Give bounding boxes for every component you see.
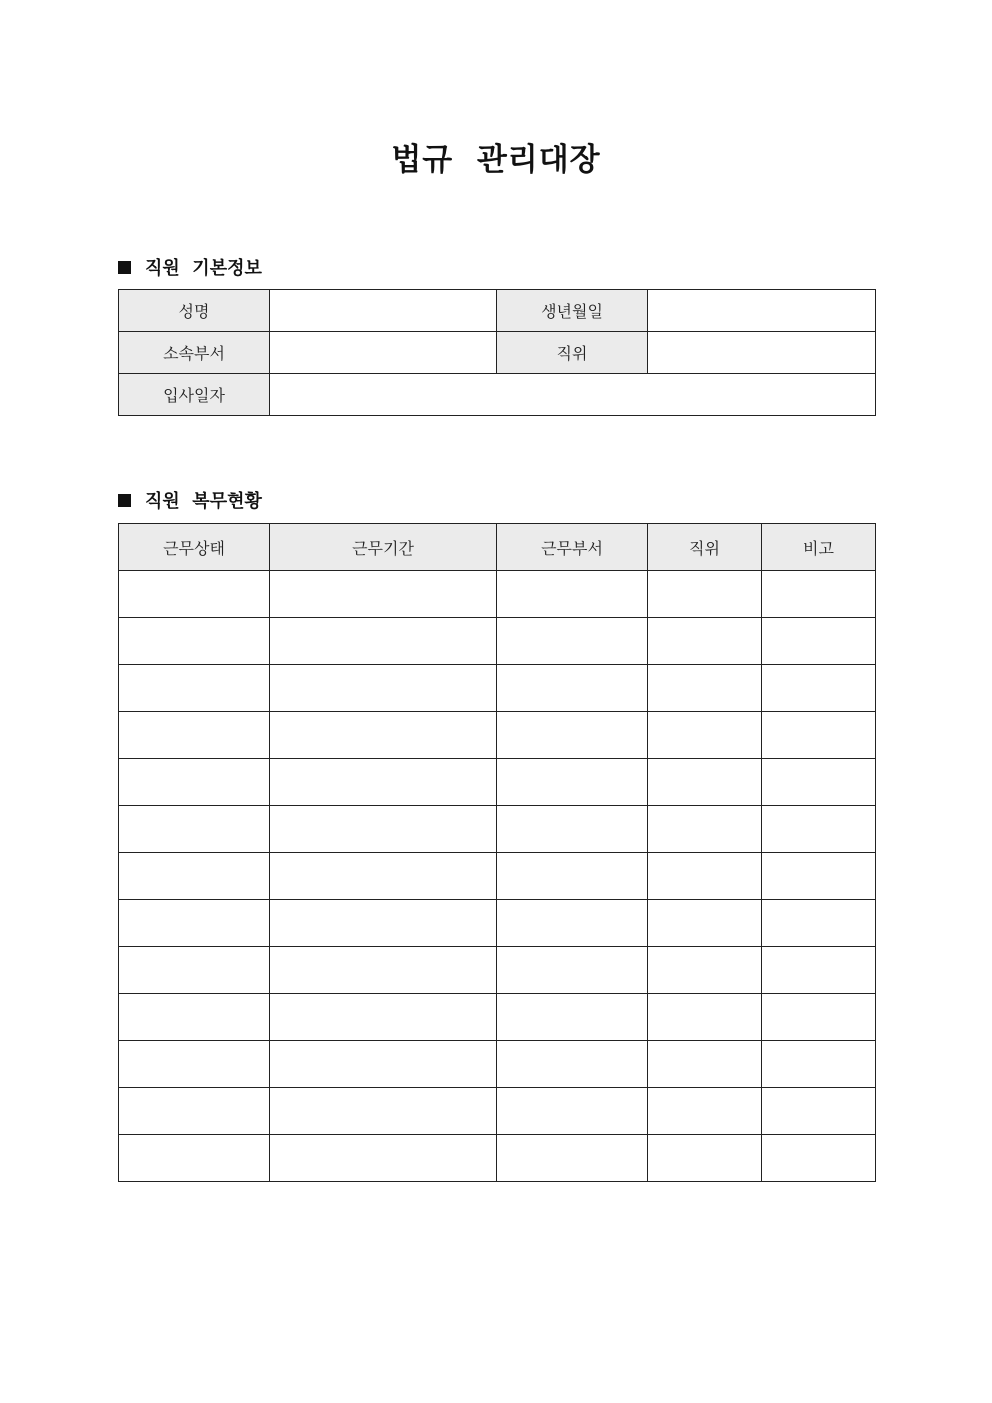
table-cell[interactable]: [762, 1041, 876, 1088]
table-cell[interactable]: [270, 665, 497, 712]
table-cell[interactable]: [497, 1088, 648, 1135]
table-cell[interactable]: [270, 712, 497, 759]
table-row: [119, 665, 876, 712]
table-cell[interactable]: [119, 853, 270, 900]
table-row: [119, 994, 876, 1041]
table-cell[interactable]: [762, 618, 876, 665]
table-cell[interactable]: [119, 571, 270, 618]
column-header-period: 근무기간: [270, 524, 497, 571]
table-row: [119, 1135, 876, 1182]
table-cell[interactable]: [497, 994, 648, 1041]
table-cell[interactable]: [648, 947, 762, 994]
join-date-label: 입사일자: [119, 374, 270, 416]
table-cell[interactable]: [270, 759, 497, 806]
table-cell[interactable]: [497, 712, 648, 759]
table-row: [119, 374, 876, 416]
table-row: [119, 712, 876, 759]
table-cell[interactable]: [119, 947, 270, 994]
table-cell[interactable]: [119, 994, 270, 1041]
position-value-cell[interactable]: [648, 332, 876, 374]
table-cell[interactable]: [270, 900, 497, 947]
position-label: 직위: [497, 332, 648, 374]
table-cell[interactable]: [119, 1041, 270, 1088]
join-date-value-cell[interactable]: [270, 374, 876, 416]
table-cell[interactable]: [270, 571, 497, 618]
table-cell[interactable]: [119, 1088, 270, 1135]
table-cell[interactable]: [648, 853, 762, 900]
basic-info-heading-text: 직원 기본정보: [145, 258, 262, 279]
table-cell[interactable]: [270, 1041, 497, 1088]
table-cell[interactable]: [762, 1088, 876, 1135]
table-cell[interactable]: [648, 1135, 762, 1182]
table-cell[interactable]: [648, 571, 762, 618]
table-cell[interactable]: [648, 759, 762, 806]
table-row: [119, 1088, 876, 1135]
table-cell[interactable]: [119, 618, 270, 665]
table-cell[interactable]: [497, 900, 648, 947]
table-cell[interactable]: [497, 806, 648, 853]
table-cell[interactable]: [497, 947, 648, 994]
table-cell[interactable]: [270, 1088, 497, 1135]
table-cell[interactable]: [119, 900, 270, 947]
table-cell[interactable]: [497, 853, 648, 900]
table-cell[interactable]: [648, 618, 762, 665]
birth-label: 생년월일: [497, 290, 648, 332]
basic-info-table: [118, 289, 876, 416]
column-header-dept: 근무부서: [497, 524, 648, 571]
table-row: [119, 290, 876, 332]
dept-value-cell[interactable]: [270, 332, 497, 374]
table-cell[interactable]: [762, 665, 876, 712]
table-cell[interactable]: [119, 712, 270, 759]
table-cell[interactable]: [762, 806, 876, 853]
table-cell[interactable]: [119, 806, 270, 853]
table-cell[interactable]: [270, 618, 497, 665]
dept-label: 소속부서: [119, 332, 270, 374]
table-row: [119, 853, 876, 900]
table-cell[interactable]: [270, 1135, 497, 1182]
table-cell[interactable]: [648, 665, 762, 712]
name-value-cell[interactable]: [270, 290, 497, 332]
column-header-remarks: 비고: [762, 524, 876, 571]
table-cell[interactable]: [648, 1088, 762, 1135]
column-header-status: 근무상태: [119, 524, 270, 571]
table-cell[interactable]: [497, 618, 648, 665]
table-cell[interactable]: [497, 1135, 648, 1182]
table-cell[interactable]: [270, 994, 497, 1041]
table-cell[interactable]: [270, 806, 497, 853]
table-cell[interactable]: [762, 900, 876, 947]
table-row: [119, 1041, 876, 1088]
table-cell[interactable]: [270, 853, 497, 900]
service-status-table: [118, 523, 876, 1182]
table-cell[interactable]: [119, 1135, 270, 1182]
square-bullet-icon: [118, 494, 131, 507]
table-cell[interactable]: [270, 947, 497, 994]
table-cell[interactable]: [648, 994, 762, 1041]
table-cell[interactable]: [762, 994, 876, 1041]
table-header-row: [119, 524, 876, 571]
table-row: [119, 332, 876, 374]
table-cell[interactable]: [762, 712, 876, 759]
table-cell[interactable]: [497, 571, 648, 618]
document-title: 법규 관리대장: [391, 142, 601, 178]
table-row: [119, 947, 876, 994]
table-cell[interactable]: [762, 947, 876, 994]
table-cell[interactable]: [648, 806, 762, 853]
table-cell[interactable]: [762, 759, 876, 806]
service-table-body: [119, 571, 876, 1182]
table-row: [119, 759, 876, 806]
table-cell[interactable]: [119, 759, 270, 806]
table-cell[interactable]: [497, 759, 648, 806]
table-cell[interactable]: [648, 1041, 762, 1088]
table-cell[interactable]: [648, 900, 762, 947]
table-cell[interactable]: [119, 665, 270, 712]
table-cell[interactable]: [762, 853, 876, 900]
column-header-position: 직위: [648, 524, 762, 571]
service-status-heading-text: 직원 복무현황: [145, 491, 262, 512]
table-cell[interactable]: [762, 1135, 876, 1182]
table-cell[interactable]: [497, 665, 648, 712]
table-row: [119, 618, 876, 665]
table-row: [119, 900, 876, 947]
service-status-heading: [118, 487, 262, 513]
table-cell[interactable]: [648, 712, 762, 759]
square-bullet-icon: [118, 261, 131, 274]
table-row: [119, 571, 876, 618]
birth-value-cell[interactable]: [648, 290, 876, 332]
table-cell[interactable]: [762, 571, 876, 618]
name-label: 성명: [119, 290, 270, 332]
table-cell[interactable]: [497, 1041, 648, 1088]
table-row: [119, 806, 876, 853]
basic-info-heading: [118, 254, 262, 280]
